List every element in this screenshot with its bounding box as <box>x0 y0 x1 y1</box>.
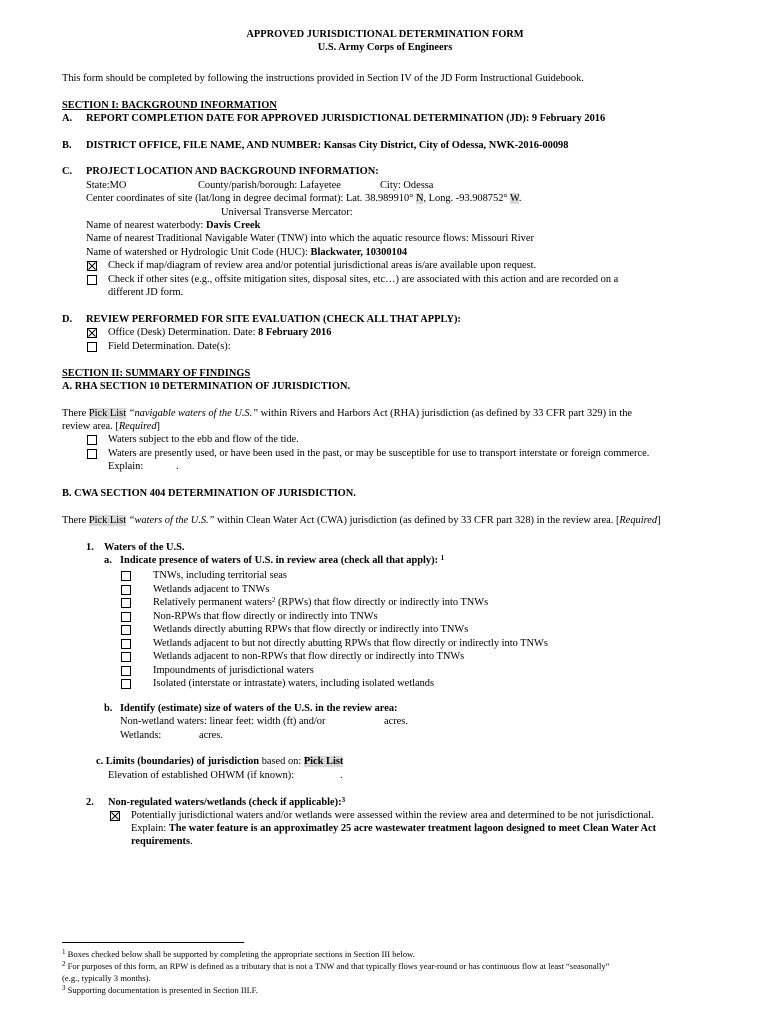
footnote-1-number: 1 <box>62 948 66 956</box>
long-direction-select[interactable]: W <box>509 193 519 204</box>
rha-explain-value[interactable]: . <box>176 461 179 472</box>
footnote-2-number: 2 <box>62 960 66 968</box>
other-sites-checkbox[interactable] <box>87 275 97 285</box>
waters-type-checkbox[interactable] <box>121 666 131 676</box>
non-regulated-explain-label: Explain: <box>131 823 169 834</box>
limits-based-on: based on: <box>259 756 304 767</box>
ebb-flow-checkbox[interactable] <box>87 435 97 445</box>
nearest-tnw: Name of nearest Traditional Navigable Water (TNW) into which the aquatic resource flows: Missouri River <box>86 233 534 244</box>
waters-type-label <box>153 664 314 677</box>
waters-type-checkbox[interactable] <box>121 598 131 608</box>
presence-heading-text: Indicate presence of waters of U.S. in review area (check all that apply): <box>120 555 439 566</box>
waters-type-checkbox[interactable] <box>121 571 131 581</box>
footnote-3-number: 3 <box>62 984 66 992</box>
waters-type-label <box>153 650 464 663</box>
rha-navigable-waters: “navigable waters of the U.S.” <box>128 408 259 419</box>
footnote-2 <box>62 961 609 972</box>
rha-required: Required <box>118 421 157 432</box>
non-wetland-acres: acres. <box>384 716 408 727</box>
footnote-divider <box>62 942 244 943</box>
limits-label: c. Limits (boundaries) of jurisdiction <box>96 756 260 767</box>
footnote-2-continued: (e.g., typically 3 months). <box>62 973 151 983</box>
cwa-there: There <box>62 515 87 526</box>
ebb-flow-label: Waters subject to the ebb and flow of the tide. <box>108 434 299 445</box>
rha-explain-label: Explain: <box>108 461 144 472</box>
non-regulated-explain-2 <box>131 835 193 848</box>
other-sites-label-2: different JD form. <box>108 287 184 298</box>
waters-type-checkbox[interactable] <box>121 639 131 649</box>
section-2-title: SECTION II: SUMMARY OF FINDINGS <box>62 368 251 379</box>
rha-section-title: A. RHA SECTION 10 DETERMINATION OF JURISDICTION. <box>62 381 351 392</box>
huc-value[interactable]: Blackwater, 10300104 <box>310 247 408 258</box>
watershed-huc <box>86 246 407 259</box>
non-regulated-heading <box>108 796 345 809</box>
form-subtitle: U.S. Army Corps of Engineers <box>317 42 453 53</box>
non-regulated-explain <box>131 822 656 835</box>
waters-type-text: Wetlands adjacent to TNWs <box>153 583 270 595</box>
cwa-pick-list[interactable]: Pick List <box>88 515 127 526</box>
not-jurisdictional-checkbox[interactable] <box>110 811 120 821</box>
other-sites-label: Check if other sites (e.g., offsite mitigation sites, disposal sites, etc…) are associated with this action and are recorded on a <box>108 274 619 285</box>
wetlands-label: Wetlands: <box>120 730 162 741</box>
rha-review-area: review area. [ <box>62 421 119 432</box>
non-wetland-waters-label: Non-wetland waters: linear feet: width (ft) and/or <box>120 716 326 727</box>
waters-type-label <box>153 677 434 690</box>
waters-type-checkbox[interactable] <box>121 679 131 689</box>
office-determination-date[interactable]: 8 February 2016 <box>258 327 332 338</box>
waterbody-label: Name of nearest waterbody: <box>86 220 204 231</box>
field-determination-label: Field Determination. Date(s): <box>108 341 231 352</box>
non-regulated-heading-text: Non-regulated waters/wetlands (check if applicable): <box>108 797 342 808</box>
waters-type-checkbox[interactable] <box>121 585 131 595</box>
city-field: City: Odessa <box>380 180 434 191</box>
state-field: State:MO <box>86 180 127 191</box>
checkbox-x-icon <box>111 812 119 820</box>
section-1-title: SECTION I: BACKGROUND INFORMATION <box>62 100 277 111</box>
office-determination-line <box>108 326 331 339</box>
huc-label: Name of watershed or Hydrologic Unit Code (HUC): <box>86 247 308 258</box>
cwa-required-close: ] <box>657 515 661 526</box>
size-heading: Identify (estimate) size of waters of the U.S. in the review area: <box>120 703 398 714</box>
cwa-statement-line <box>62 514 661 527</box>
nearest-waterbody <box>86 219 260 232</box>
form-title: APPROVED JURISDICTIONAL DETERMINATION FORM <box>246 29 524 40</box>
commerce-use-checkbox[interactable] <box>87 449 97 459</box>
item-1-number: 1. <box>86 542 94 553</box>
wetlands-acres: acres. <box>199 730 223 741</box>
utm-label: Universal Transverse Mercator: <box>221 207 353 218</box>
presence-heading <box>120 554 444 567</box>
cwa-waters-us: “waters of the U.S.” <box>128 515 215 526</box>
limits-pick-list[interactable]: Pick List <box>303 756 344 767</box>
footnote-ref-1: 1 <box>440 554 445 562</box>
report-completion-date: REPORT COMPLETION DATE FOR APPROVED JURISDICTIONAL DETERMINATION (JD): 9 February 2016 <box>86 113 606 124</box>
ohwm-value[interactable]: . <box>340 770 343 781</box>
footnote-3-text: Supporting documentation is presented in Section III.F. <box>65 985 258 995</box>
item-1a-letter: a. <box>104 555 112 566</box>
coordinates-mid: , Long. -93.908752° <box>423 193 508 204</box>
lat-direction-select[interactable]: N <box>415 193 424 204</box>
non-regulated-explain-value-2[interactable]: requirements <box>131 836 191 847</box>
intro-text: This form should be completed by following the instructions provided in Section IV of the JD Form Instructional Guidebook. <box>62 73 584 84</box>
waters-type-label <box>153 623 468 636</box>
waters-us-heading: Waters of the U.S. <box>104 542 185 553</box>
coordinates-line <box>86 192 521 205</box>
waterbody-value[interactable]: Davis Creek <box>206 220 261 231</box>
coordinates-prefix: Center coordinates of site (lat/long in degree decimal format): Lat. 38.989910° <box>86 193 414 204</box>
item-1b-letter: b. <box>104 703 113 714</box>
non-regulated-explain-value[interactable]: The water feature is an approximatley 25 acre wastewater treatment lagoon designed to meet Clean Water Act <box>168 823 657 834</box>
waters-type-checkbox[interactable] <box>121 612 131 622</box>
waters-type-text: Wetlands adjacent to non-RPWs that flow directly or indirectly into TNWs <box>153 651 465 662</box>
district-office-file: DISTRICT OFFICE, FILE NAME, AND NUMBER: Kansas City District, City of Odessa, NWK-2016-00098 <box>86 140 569 151</box>
review-performed-heading: REVIEW PERFORMED FOR SITE EVALUATION (CHECK ALL THAT APPLY): <box>86 314 461 325</box>
waters-type-text: TNWs, including territorial seas <box>153 570 287 581</box>
rha-statement-line <box>62 407 632 420</box>
waters-type-text: Non-RPWs that flow directly or indirectly into TNWs <box>153 610 378 622</box>
waters-type-text-after: (RPWs) that flow directly or indirectly into TNWs <box>275 597 489 608</box>
section-1b-letter: B. <box>62 140 72 151</box>
footnote-1-text: Boxes checked below shall be supported by completing the appropriate sections in Section III below. <box>65 949 415 959</box>
coordinates-end: . <box>518 193 522 204</box>
waters-type-label <box>153 569 287 582</box>
section-1a-letter: A. <box>62 113 73 124</box>
footnote-ref-3: 3 <box>341 796 346 804</box>
county-field: County/parish/borough: Lafayetee <box>198 180 341 191</box>
limits-line <box>96 755 343 768</box>
commerce-use-label: Waters are presently used, or have been used in the past, or may be susceptible for use to transport interstate or foreign commerce. <box>108 448 650 459</box>
office-determination-checkbox[interactable] <box>87 328 97 338</box>
waters-type-text: Impoundments of jurisdictional waters <box>153 664 314 676</box>
footnote-2-text: For purposes of this form, an RPW is defined as a tributary that is not a TNW and that typically flows year-round or has continuous flow at least “seasonally” <box>65 961 610 971</box>
cwa-statement-rest: within Clean Water Act (CWA) jurisdiction (as defined by 33 CFR part 328) in the review area. [ <box>214 515 620 526</box>
rha-there: There <box>62 408 87 419</box>
not-jurisdictional-label: Potentially jurisdictional waters and/or wetlands were assessed within the review area and determined to be not jurisdictional. <box>131 810 654 821</box>
map-available-label: Check if map/diagram of review area and/or potential jurisdictional areas is/are available upon request. <box>108 260 537 271</box>
footnote-ref-2: 2 <box>271 596 276 604</box>
checkbox-x-icon <box>88 329 96 337</box>
item-2-number: 2. <box>86 797 94 808</box>
field-determination-checkbox[interactable] <box>87 342 97 352</box>
waters-type-label <box>153 596 488 609</box>
non-regulated-explain-end: . <box>190 836 193 847</box>
ohwm-label: Elevation of established OHWM (if known): <box>108 770 295 781</box>
rha-required-close: ] <box>156 421 160 432</box>
waters-type-checkbox[interactable] <box>121 652 131 662</box>
cwa-required: Required <box>619 515 658 526</box>
section-1d-letter: D. <box>62 314 73 325</box>
waters-type-text: Wetlands adjacent to but not directly abutting RPWs that flow directly or indirectly into TNWs <box>153 637 548 649</box>
rha-statement-rest: within Rivers and Harbors Act (RHA) jurisdiction (as defined by 33 CFR part 329) in the <box>258 408 633 419</box>
project-location-heading: PROJECT LOCATION AND BACKGROUND INFORMATION: <box>86 166 379 177</box>
waters-type-text: Relatively permanent waters <box>153 597 272 608</box>
waters-type-text: Isolated (interstate or intrastate) waters, including isolated wetlands <box>153 678 435 689</box>
rha-statement-line-2 <box>62 420 160 433</box>
footnote-1 <box>62 949 415 960</box>
waters-type-text: Wetlands directly abutting RPWs that flow directly or indirectly into TNWs <box>153 624 469 635</box>
waters-type-checkbox[interactable] <box>121 625 131 635</box>
rha-pick-list[interactable]: Pick List <box>88 408 127 419</box>
footnote-3 <box>62 985 258 996</box>
waters-type-label <box>153 610 378 623</box>
waters-type-label <box>153 637 548 650</box>
map-available-checkbox[interactable] <box>87 261 97 271</box>
checkbox-x-icon <box>88 262 96 270</box>
section-1c-letter: C. <box>62 166 73 177</box>
office-determination-label: Office (Desk) Determination. Date: <box>108 327 256 338</box>
waters-type-label <box>153 583 269 596</box>
cwa-section-title: B. CWA SECTION 404 DETERMINATION OF JURISDICTION. <box>62 488 356 499</box>
